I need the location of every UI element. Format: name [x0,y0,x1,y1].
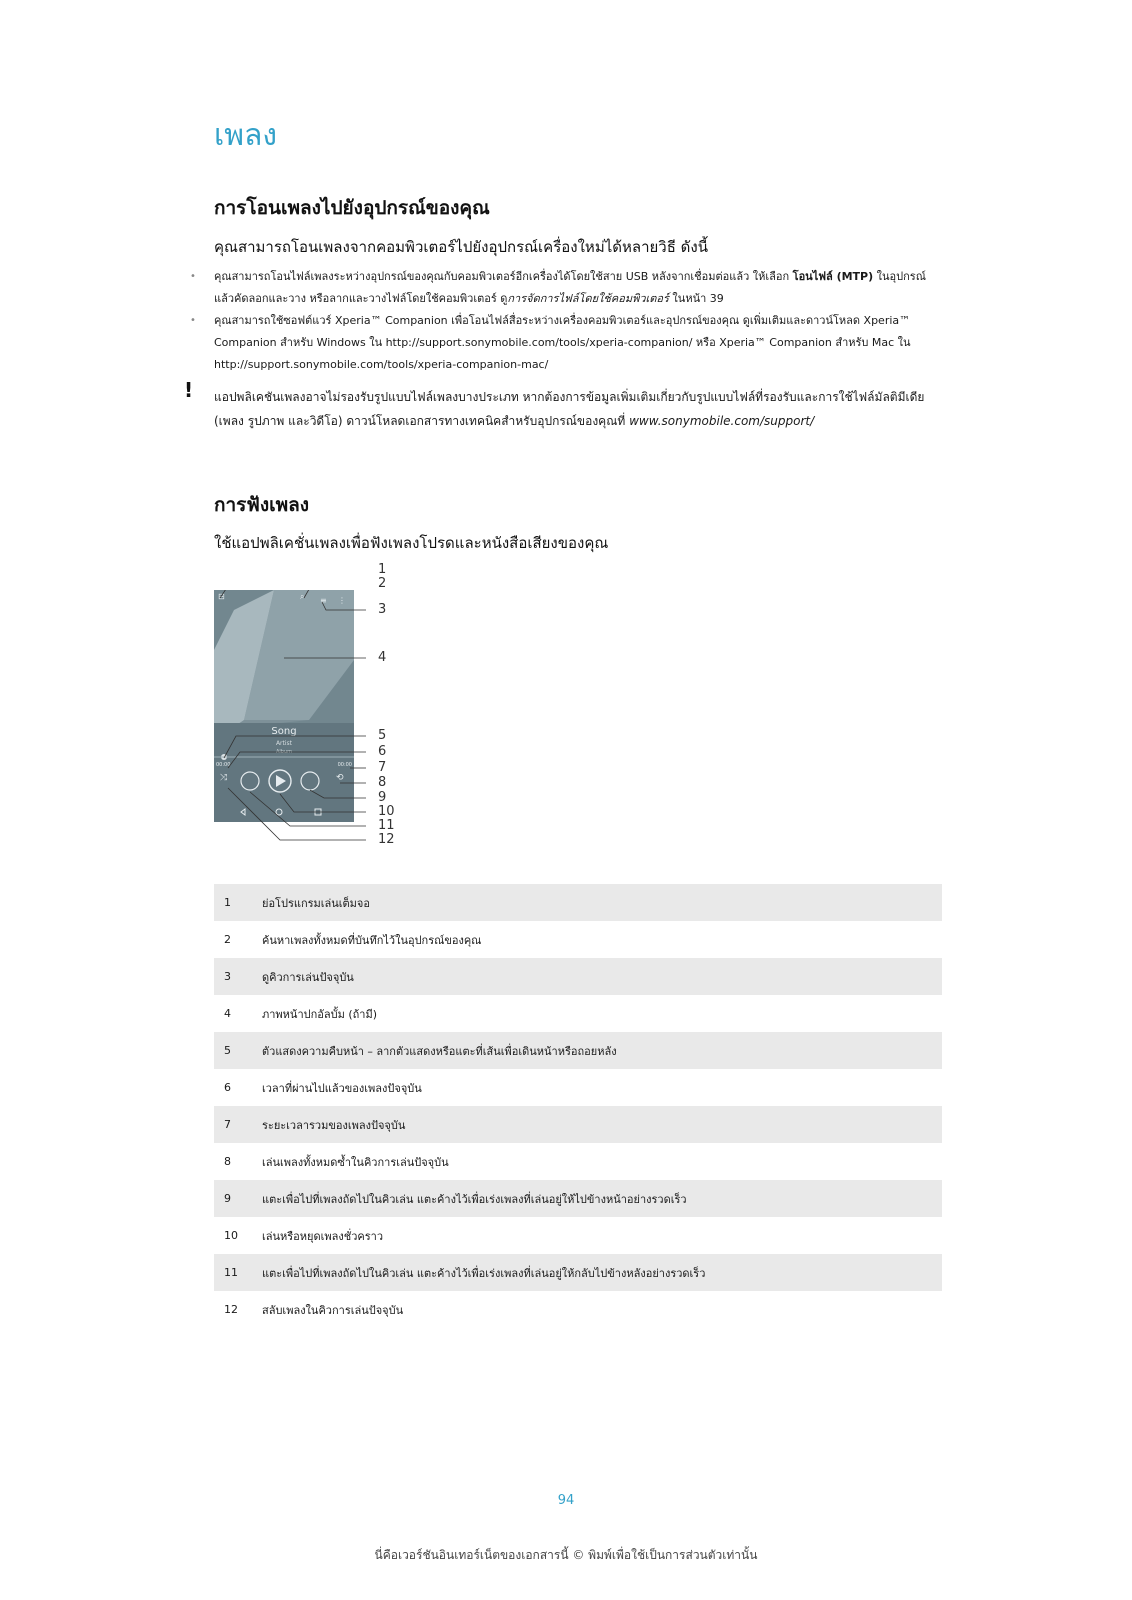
mtp-option-label: โอนไฟล์ (MTP) [792,270,874,283]
callout-number: 9 [378,790,387,805]
album-name: Album [275,749,293,755]
callout-number: 6 [378,744,387,759]
section-subheading-transfer: คุณสามารถโอนเพลงจากคอมพิวเตอร์ไปยังอุปกรณ์เครื่องใหม่ได้หลายวิธี ดังนี้ [214,238,708,256]
section-subheading-listen: ใช้แอปพลิเคชั่นเพลงเพื่อฟังเพลงโปรดและหนังสือเสียงของคุณ [214,534,609,552]
table-row: 11 แตะเพื่อไปที่เพลงถัดไปในคิวเล่น แตะค้างไว้เพื่อเร่งเพลงที่เล่นอยู่ให้กลับไปข้างหลังอย่างรวดเร็ว [214,1254,942,1291]
repeat-icon[interactable]: ⟲ [336,773,344,783]
time-elapsed: 00:00 [216,762,231,768]
shuffle-icon[interactable]: ⤨ [220,773,228,783]
bullet-icon: • [190,315,196,326]
more-options-icon[interactable]: ⋮ [338,596,346,605]
callout-number: 7 [378,760,387,775]
callout-number: 8 [378,775,387,790]
table-row: 6 เวลาที่ผ่านไปแล้วของเพลงปัจจุบัน [224,1081,422,1095]
list-item: • คุณสามารถใช้ซอฟต์แวร์ Xperia™ Companion เพื่อโอนไฟล์สื่อระหว่างเครื่องคอมพิวเตอร์และอุปกรณ์ของคุณ ดูเพิ่มเติมและดาวน์โหลด Xperia™ Companion สำหรับ Windows ใน http://support.sonymobile.com/tools/xperia-companion/ หรือ Xperia™ Companion สำหรับ Mac ใน http://support.sonymobile.com/tools/xperia-companion-mac/ [214,310,938,376]
table-row: 10 เล่นหรือหยุดเพลงชั่วคราว [224,1229,384,1243]
callout-number: 2 [378,576,387,591]
note-text: แอปพลิเคชันเพลงอาจไม่รองรับรูปแบบไฟล์เพลงบางประเภท หากต้องการข้อมูลเพิ่มเติมเกี่ยวกับรูปแบบไฟล์ที่รองรับและการใช้ไฟล์มัลติมีเดีย (เพลง รูปภาพ และวิดีโอ) ดาวน์โหลดเอกสารทางเทคนิคสำหรับอุปกรณ์ของคุณที่ www.sonymobile.com/support/ [214,390,925,428]
table-row: 4 ภาพหน้าปกอัลบั้ม (ถ้ามี) [224,1007,378,1021]
table-row: 3 ดูคิวการเล่นปัจจุบัน [214,958,942,995]
callout-number: 11 [378,818,395,833]
section-heading-transfer: การโอนเพลงไปยังอุปกรณ์ของคุณ [214,197,490,219]
table-row: 9 แตะเพื่อไปที่เพลงถัดไปในคิวเล่น แตะค้างไว้เพื่อเร่งเพลงที่เล่นอยู่ให้ไปข้างหน้าอย่างรวดเร็ว [214,1180,942,1217]
callout-number: 5 [378,728,387,743]
list-item: • คุณสามารถโอนไฟล์เพลงระหว่างอุปกรณ์ของคุณกับคอมพิวเตอร์อีกเครื่องได้โดยใช้สาย USB หลังจากเชื่อมต่อแล้ว ให้เลือก โอนไฟล์ (MTP) ในอุปกรณ์ แล้วคัดลอกและวาง หรือลากและวางไฟล์โดยใช้คอมพิวเตอร์ ดูการจัดการไฟล์โดยใช้คอมพิวเตอร์ ในหน้า 39 [214,266,938,310]
table-row: 5 ตัวแสดงความคืบหน้า – ลากตัวแสดงหรือแตะที่เส้นเพื่อเดินหน้าหรือถอยหลัง [214,1032,942,1069]
time-total: 00:00 [337,762,352,768]
legend-table [214,884,942,1328]
callout-number: 4 [378,650,387,665]
minimize-icon[interactable]: ⊟ [218,592,225,601]
section-heading-listen: การฟังเพลง [214,494,310,516]
support-link[interactable]: www.sonymobile.com/support/ [629,413,815,428]
callout-number: 3 [378,602,387,617]
queue-icon[interactable]: ≡ [320,596,327,605]
page-title: เพลง [214,118,278,153]
transfer-methods-list [190,266,938,376]
cross-reference-link[interactable]: การจัดการไฟล์โดยใช้คอมพิวเตอร์ [507,292,669,305]
search-icon[interactable]: ⌕ [300,592,305,601]
artist-name: Artist [275,740,293,747]
music-player-figure [214,562,404,862]
callout-number: 12 [378,832,395,847]
callout-number: 1 [378,562,387,577]
song-title: Song [271,726,297,737]
page-number: 94 [557,1493,575,1508]
exclamation-icon: ! [184,378,194,402]
table-row: 12 สลับเพลงในคิวการเล่นปัจจุบัน [224,1303,404,1317]
bullet-icon: • [190,271,196,282]
callout-lines [214,590,404,862]
table-row: 2 ค้นหาเพลงทั้งหมดที่บันทึกไว้ในอุปกรณ์ของคุณ [224,933,482,947]
table-row: 1 ย่อโปรแกรมเล่นเต็มจอ [214,884,942,921]
table-row: 8 เล่นเพลงทั้งหมดซ้ำในคิวการเล่นปัจจุบัน [224,1155,449,1169]
callout-number: 10 [378,804,395,819]
footer-note: นี่คือเวอร์ชันอินเทอร์เน็ตของเอกสารนี้ © พิมพ์เพื่อใช้เป็นการส่วนตัวเท่านั้น [374,1548,758,1562]
table-row: 7 ระยะเวลารวมของเพลงปัจจุบัน [214,1106,942,1143]
